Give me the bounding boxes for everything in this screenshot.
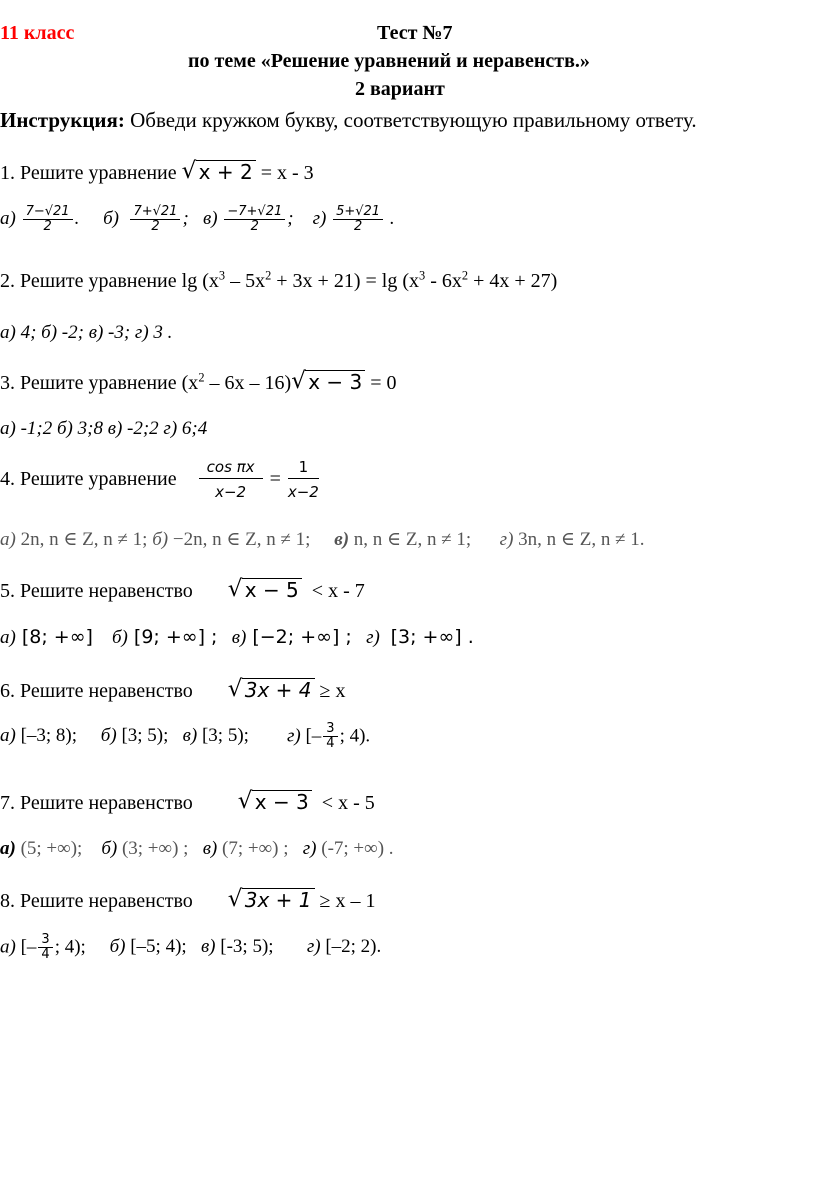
q1-opt-d-after: . bbox=[389, 207, 395, 229]
q6-opt-a-value: [–3; 8); bbox=[15, 725, 78, 747]
q2-term-1: – 5x bbox=[225, 270, 266, 292]
q1-options bbox=[0, 205, 395, 233]
q5-opt-a[interactable] bbox=[0, 627, 93, 648]
q5-opt-d[interactable] bbox=[366, 627, 474, 648]
q8-opt-d-value: [–2; 2). bbox=[320, 936, 382, 958]
q5-prompt: 5. Решите неравенство bbox=[0, 580, 193, 602]
q7-opt-d[interactable] bbox=[303, 838, 394, 859]
q3-rhs: = 0 bbox=[365, 372, 397, 394]
q7-opt-a[interactable] bbox=[0, 838, 82, 859]
q3-options[interactable]: а) -1;2 б) 3;8 в) -2;2 г) 6;4 bbox=[0, 418, 208, 439]
q1-opt-a-num: 7−√21 bbox=[23, 205, 73, 220]
q6-opt-d-post: ; 4). bbox=[339, 725, 371, 747]
question-4 bbox=[0, 458, 321, 501]
q7-opt-d-letter: г) bbox=[302, 838, 317, 859]
q7-opt-d-value: (-7; +∞) . bbox=[316, 838, 394, 859]
q2-prompt: 2. Решите уравнение lg (x bbox=[0, 270, 219, 292]
q8-sqrt-arg: 3x + 1 bbox=[242, 888, 315, 911]
q5-opt-c-value: [−2; +∞] ; bbox=[246, 626, 352, 648]
q8-opt-d[interactable] bbox=[307, 936, 381, 957]
q8-opt-c-value: [-3; 5); bbox=[215, 936, 274, 958]
question-6 bbox=[0, 678, 346, 703]
q1-opt-b-letter: б) bbox=[103, 207, 119, 229]
q6-opt-b[interactable] bbox=[101, 725, 169, 746]
q3-sqrt bbox=[291, 370, 365, 394]
q8-opt-b[interactable] bbox=[110, 936, 187, 957]
q1-opt-b-frac bbox=[130, 205, 180, 233]
q1-rhs: = x - 3 bbox=[260, 162, 314, 184]
q1-opt-b-after: ; bbox=[182, 207, 189, 229]
q1-opt-b-num: 7+√21 bbox=[130, 205, 180, 220]
q3-sqrt-arg: x − 3 bbox=[305, 370, 365, 393]
q1-opt-a-den: 2 bbox=[43, 218, 52, 234]
q6-rhs: ≥ x bbox=[314, 680, 346, 702]
q7-opt-a-letter: а) bbox=[0, 838, 16, 859]
q4-opt-b-letter: б) bbox=[152, 529, 169, 550]
question-2 bbox=[0, 270, 557, 293]
q4-lhs-num: cos πx bbox=[199, 458, 263, 479]
q4-rhs-den: x−2 bbox=[287, 482, 319, 501]
q5-opt-c[interactable] bbox=[232, 627, 352, 648]
q2-options[interactable]: а) 4; б) -2; в) -3; г) 3 . bbox=[0, 322, 173, 343]
instruction-text: Обведи кружком букву, соответствующую правильному ответу. bbox=[130, 108, 697, 132]
q2-term-2: + 3x + 21) = lg (x bbox=[271, 270, 419, 292]
q2-exp-3: 3 bbox=[418, 268, 426, 283]
q8-rhs: ≥ x – 1 bbox=[314, 890, 376, 912]
q4-rhs-frac bbox=[288, 458, 319, 501]
q6-opt-b-letter: б) bbox=[100, 725, 117, 747]
grade-label: 11 класс bbox=[0, 22, 75, 44]
q4-rhs-num: 1 bbox=[288, 458, 319, 479]
q8-opt-a[interactable] bbox=[0, 932, 86, 962]
q8-options bbox=[0, 933, 381, 961]
q6-sqrt bbox=[228, 678, 315, 702]
q7-opt-b[interactable] bbox=[101, 838, 188, 859]
q6-opt-c-value: [3; 5); bbox=[197, 725, 249, 747]
test-topic: по теме «Решение уравнений и неравенств.» bbox=[188, 50, 590, 72]
q1-opt-a-after: . bbox=[74, 207, 80, 229]
q1-opt-b[interactable] bbox=[103, 204, 189, 234]
q5-options bbox=[0, 626, 474, 649]
q1-prompt: 1. Решите уравнение bbox=[0, 162, 177, 184]
question-3 bbox=[0, 370, 397, 395]
q4-opt-d[interactable] bbox=[500, 529, 645, 550]
q1-opt-d-num: 5+√21 bbox=[333, 205, 383, 220]
q1-opt-a-letter: а) bbox=[0, 207, 16, 229]
q8-prompt: 8. Решите неравенство bbox=[0, 890, 193, 912]
q2-exp-2: 2 bbox=[265, 268, 272, 283]
q8-opt-a-num: 3 bbox=[38, 933, 52, 948]
q1-opt-c-den: 2 bbox=[250, 218, 259, 234]
q4-eq: = bbox=[269, 467, 281, 490]
q5-opt-a-value: [8; +∞] bbox=[15, 626, 93, 648]
q8-opt-a-letter: а) bbox=[0, 936, 16, 958]
q7-opt-b-letter: б) bbox=[101, 838, 118, 859]
q6-opt-d-frac bbox=[323, 722, 337, 750]
q1-opt-b-den: 2 bbox=[151, 218, 160, 234]
q5-opt-b-letter: б) bbox=[111, 627, 128, 648]
q4-opt-a[interactable] bbox=[0, 529, 147, 550]
test-title: Тест №7 bbox=[377, 22, 453, 44]
q5-opt-c-letter: в) bbox=[231, 627, 247, 648]
q4-opt-c-letter: в) bbox=[334, 529, 350, 550]
instruction bbox=[0, 108, 697, 133]
q2-term-4: + 4x + 27) bbox=[468, 270, 558, 292]
q6-opt-b-value: [3; 5); bbox=[116, 725, 169, 747]
q5-rhs: < x - 7 bbox=[306, 580, 365, 602]
q1-opt-d[interactable] bbox=[312, 204, 395, 234]
q1-opt-c-num: −7+√21 bbox=[224, 205, 285, 220]
q8-opt-b-value: [–5; 4); bbox=[125, 936, 187, 958]
question-1 bbox=[0, 160, 314, 185]
q4-opt-d-value: 3n, n ∈ Z, n ≠ 1. bbox=[513, 529, 645, 550]
q4-opt-a-letter: а) bbox=[0, 529, 16, 550]
q4-opt-d-letter: г) bbox=[499, 529, 514, 550]
q7-opt-c-value: (7; +∞) ; bbox=[217, 838, 289, 859]
q6-opt-c[interactable] bbox=[183, 725, 249, 746]
q7-options bbox=[0, 838, 394, 860]
q1-opt-d-letter: г) bbox=[312, 207, 327, 229]
q1-opt-d-den: 2 bbox=[353, 218, 363, 234]
question-7 bbox=[0, 790, 375, 815]
q1-opt-d-frac bbox=[333, 205, 383, 233]
q8-opt-c[interactable] bbox=[201, 936, 274, 957]
q4-opt-c[interactable] bbox=[334, 529, 471, 550]
q4-options bbox=[0, 528, 645, 551]
q4-opt-a-value: 2n, n ∈ Z, n ≠ 1; bbox=[15, 529, 148, 550]
q3-term-1: – 6x – 16) bbox=[204, 372, 292, 394]
q6-opt-d-den: 4 bbox=[326, 735, 335, 751]
q7-opt-c[interactable] bbox=[203, 838, 289, 859]
q8-opt-a-frac bbox=[38, 933, 52, 961]
q5-opt-b-value: [9; +∞] ; bbox=[127, 626, 218, 648]
q6-opt-c-letter: в) bbox=[182, 725, 198, 747]
q8-opt-b-letter: б) bbox=[109, 936, 126, 958]
q7-opt-c-letter: в) bbox=[202, 838, 218, 859]
q5-sqrt bbox=[228, 578, 302, 602]
q6-opt-a[interactable] bbox=[0, 725, 77, 746]
q5-opt-a-letter: а) bbox=[0, 627, 16, 648]
q1-sqrt bbox=[182, 160, 256, 184]
q8-sqrt bbox=[228, 888, 315, 912]
q6-opt-a-letter: а) bbox=[0, 725, 16, 747]
q8-opt-d-letter: г) bbox=[306, 936, 321, 958]
q8-opt-a-pre: [– bbox=[15, 936, 37, 958]
q4-opt-b[interactable] bbox=[152, 529, 310, 550]
q6-opt-d-num: 3 bbox=[323, 722, 337, 737]
q6-opt-d[interactable] bbox=[286, 721, 371, 751]
q1-opt-c-letter: в) bbox=[203, 207, 218, 229]
q2-exp-4: 2 bbox=[461, 268, 469, 283]
q6-sqrt-arg: 3x + 4 bbox=[242, 678, 315, 701]
q7-opt-a-value: (5; +∞); bbox=[15, 838, 83, 859]
q8-opt-a-den: 4 bbox=[41, 946, 50, 962]
q2-term-3: - 6x bbox=[425, 270, 462, 292]
q4-prompt: 4. Решите уравнение bbox=[0, 467, 177, 490]
q8-opt-c-letter: в) bbox=[200, 936, 216, 958]
q3-exp-1: 2 bbox=[198, 370, 205, 385]
instruction-label: Инструкция: bbox=[0, 108, 125, 132]
q4-lhs-frac bbox=[199, 458, 263, 501]
q4-lhs-den: x−2 bbox=[215, 482, 247, 501]
q6-opt-d-pre: [– bbox=[300, 725, 322, 747]
q8-opt-a-post: ; 4); bbox=[54, 936, 86, 958]
q7-sqrt bbox=[238, 790, 312, 814]
q5-opt-b[interactable] bbox=[112, 627, 217, 648]
q7-prompt: 7. Решите неравенство bbox=[0, 792, 193, 814]
q7-opt-b-value: (3; +∞) ; bbox=[117, 838, 189, 859]
variant-label: 2 вариант bbox=[355, 78, 445, 100]
q5-opt-d-value: [3; +∞] . bbox=[384, 626, 474, 648]
q4-opt-b-value: −2n, n ∈ Z, n ≠ 1; bbox=[168, 529, 311, 550]
q4-opt-c-value: n, n ∈ Z, n ≠ 1; bbox=[349, 529, 472, 550]
q1-opt-a[interactable] bbox=[0, 204, 80, 234]
q7-rhs: < x - 5 bbox=[316, 792, 375, 814]
q1-opt-a-frac bbox=[23, 205, 73, 233]
q5-opt-d-letter: г) bbox=[366, 627, 380, 648]
q1-sqrt-arg: x + 2 bbox=[196, 160, 256, 183]
q1-opt-c-frac bbox=[224, 205, 285, 233]
q3-prompt: 3. Решите уравнение (x bbox=[0, 372, 199, 394]
q1-opt-c[interactable] bbox=[203, 204, 294, 234]
q6-options bbox=[0, 722, 370, 750]
q6-opt-d-letter: г) bbox=[286, 725, 301, 747]
q1-opt-c-after: ; bbox=[287, 207, 294, 229]
q5-sqrt-arg: x − 5 bbox=[242, 578, 302, 601]
q6-prompt: 6. Решите неравенство bbox=[0, 680, 193, 702]
question-8 bbox=[0, 888, 376, 913]
q2-exp-1: 3 bbox=[218, 268, 226, 283]
q7-sqrt-arg: x − 3 bbox=[252, 790, 312, 813]
question-5 bbox=[0, 578, 365, 603]
